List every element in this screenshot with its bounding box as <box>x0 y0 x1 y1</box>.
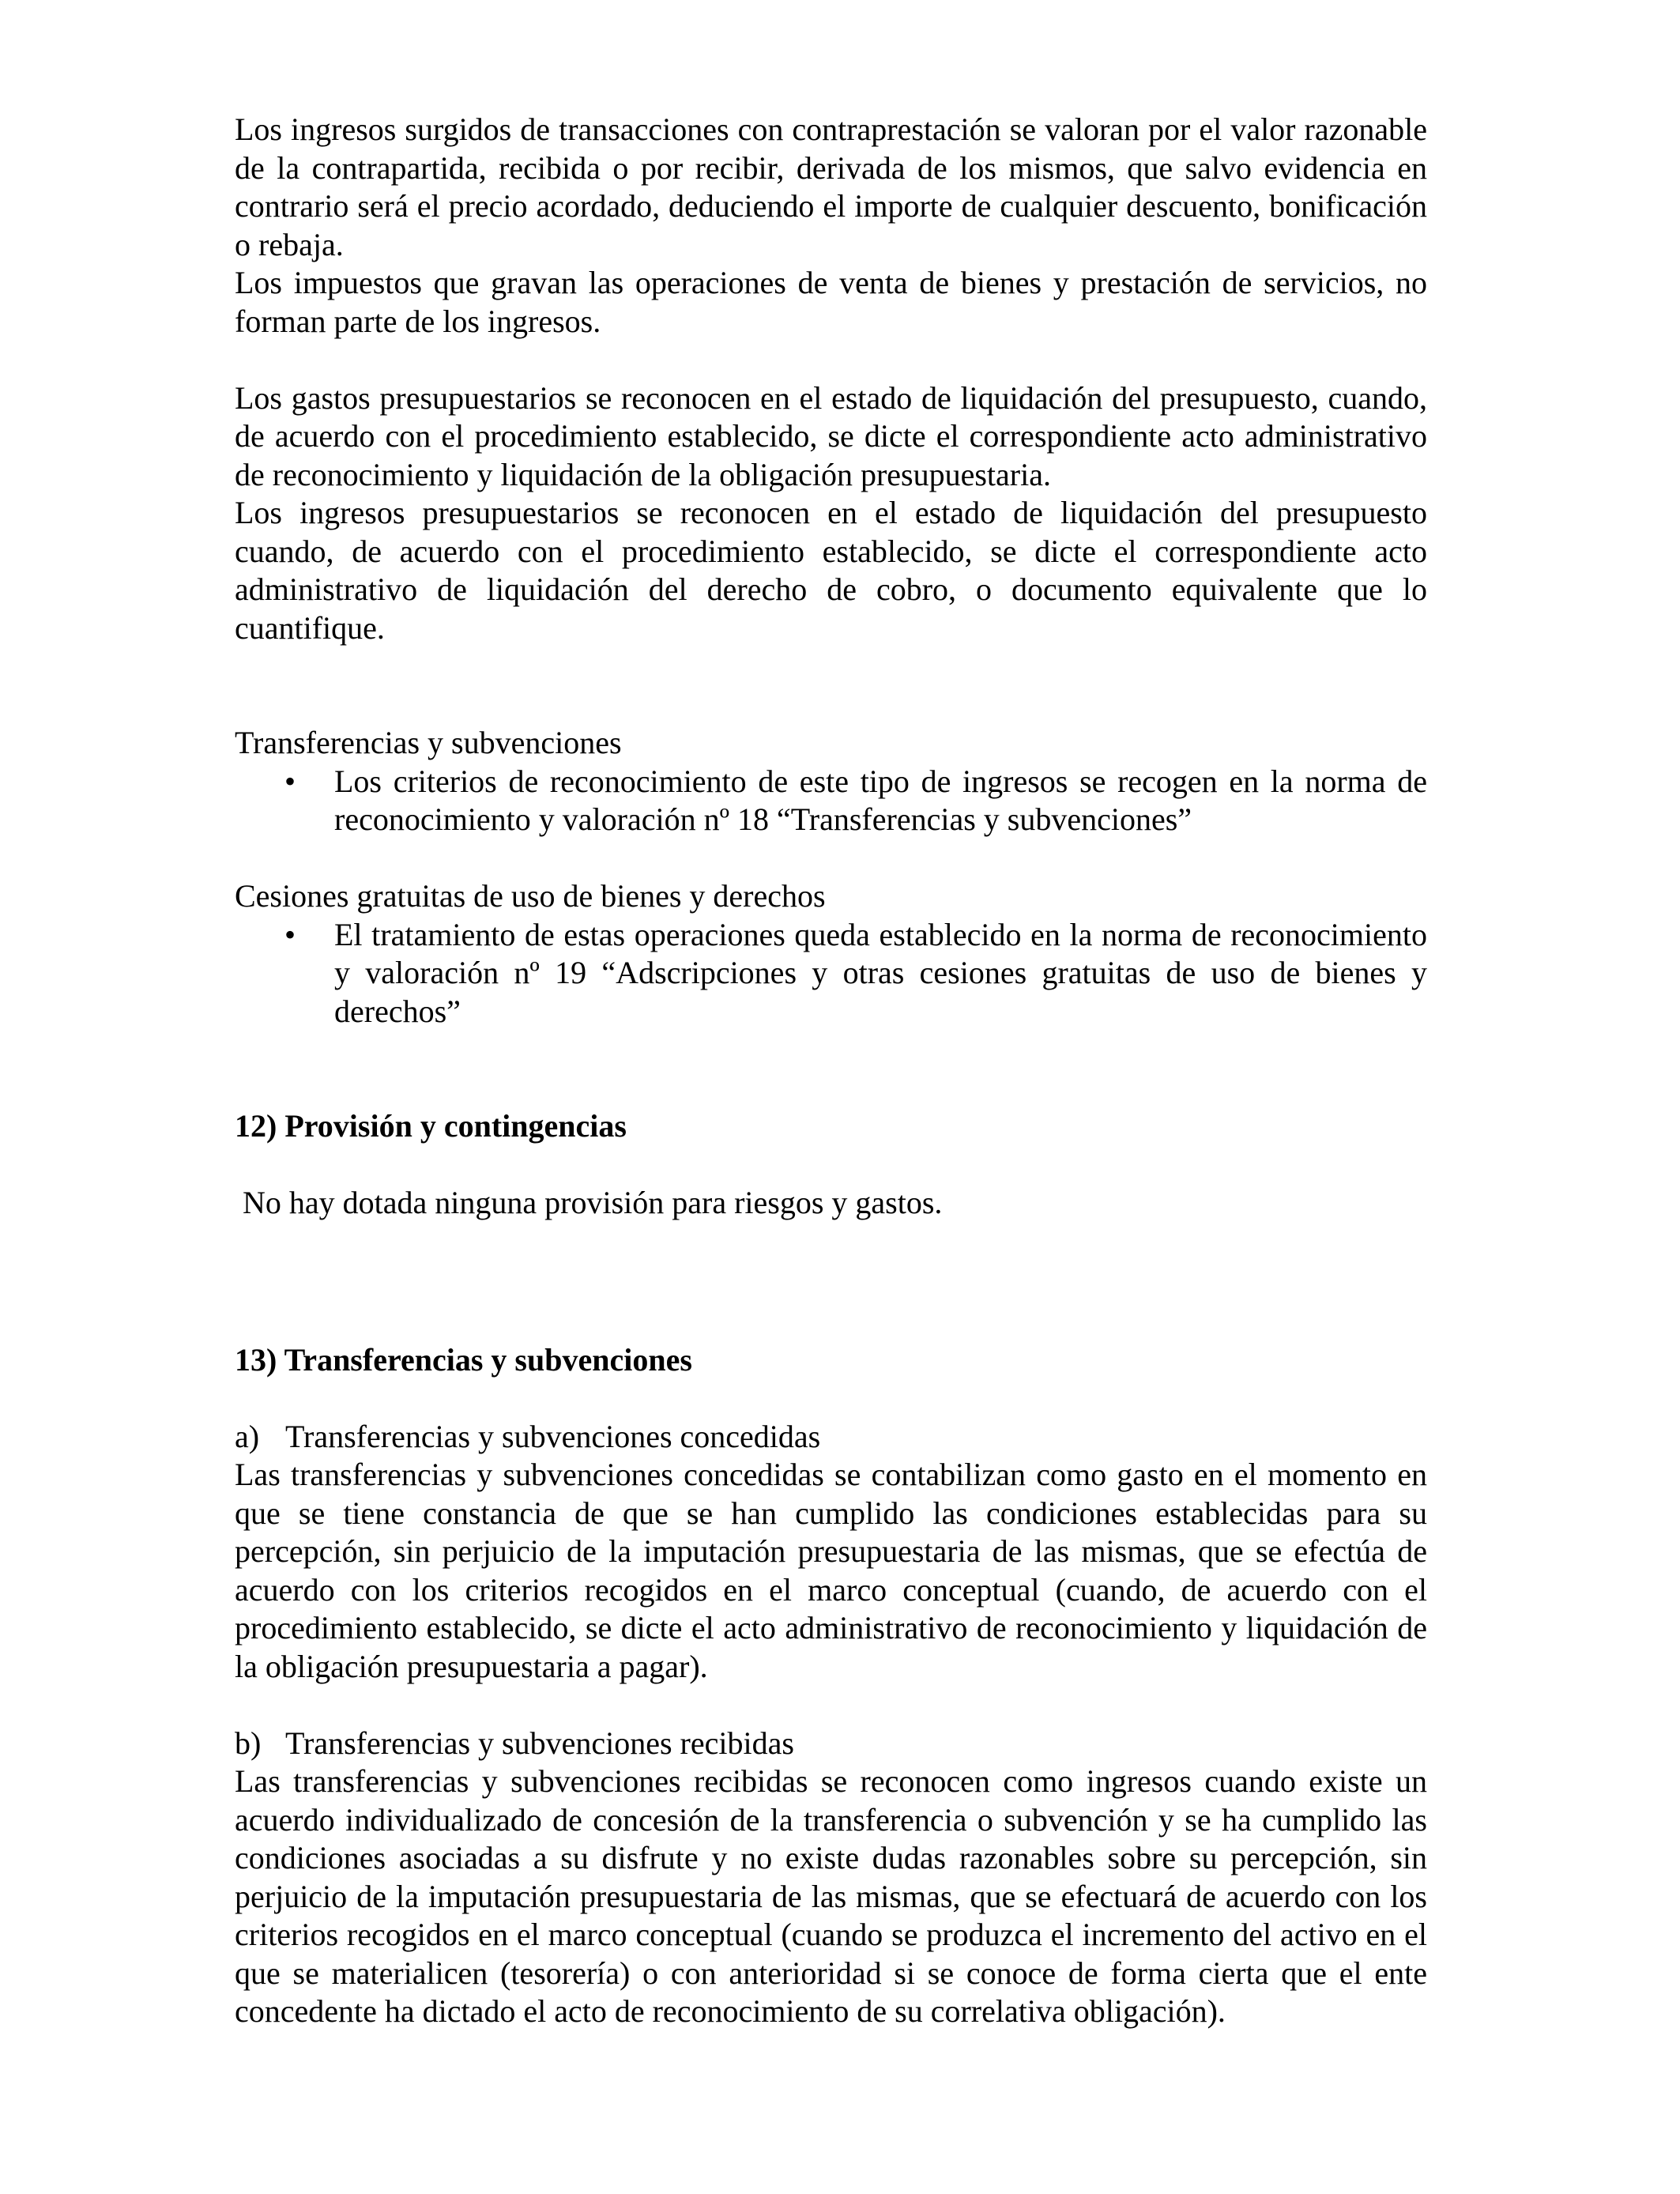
paragraph-ingresos-presupuestarios: Los ingresos presupuestarios se reconocen en el estado de liquidación del presupuesto cuando, de acuerdo con el procedimiento establecido, se dicte el correspondiente acto administrativo de liquidación del derecho de cobro, o documento equivalente que lo cuantifique. <box>235 495 1427 646</box>
paragraph-ingresos-valoracion: Los ingresos surgidos de transacciones con contraprestación se valoran por el valor razonable de la contrapartida, recibida o por recibir, derivada de los mismos, que salvo evidencia en contrario será el precio acordado, deduciendo el importe de cualquier descuento, bonificación o rebaja. <box>235 111 1427 262</box>
bullet-icon: • <box>284 916 296 952</box>
spacer <box>235 1379 1427 1418</box>
subsection-a-label: a) <box>235 1418 260 1454</box>
spacer <box>235 1223 1427 1341</box>
cesiones-list <box>235 916 1427 1031</box>
spacer <box>235 1686 1427 1725</box>
paragraph-gastos-presupuestarios: Los gastos presupuestarios se reconocen en el estado de liquidación del presupuesto, cuando, de acuerdo con el procedimiento establecido, se dicte el correspondiente acto administrativo de reconocimiento y liquidación de la obligación presupuestaria. <box>235 379 1427 492</box>
subsection-b-title <box>235 1725 1427 1763</box>
subsection-a-title-text: Transferencias y subvenciones concedidas <box>285 1418 821 1454</box>
spacer <box>235 341 1427 379</box>
transferencias-list <box>235 763 1427 839</box>
spacer <box>235 839 1427 878</box>
subsection-b-text: Las transferencias y subvenciones recibidas se reconocen como ingresos cuando existe un acuerdo individualizado de concesión de la transferencia o subvención y se ha cumplido las condiciones asociadas a su disfrute y no existe dudas razonables sobre su percepción, sin perjuicio de la imputación presupuestaria de las mismas, que se efectuará de acuerdo con los criterios recogidos en el marco conceptual (cuando se produzca el incremento del activo en el que se materialicen (tesorería) o con anterioridad si se conoce de forma cierta que el ente concedente ha dictado el acto de reconocimiento de su correlativa obligación). <box>235 1763 1427 2029</box>
bullet-icon: • <box>284 763 296 799</box>
spacer <box>235 1031 1427 1107</box>
document-page <box>235 111 1427 2031</box>
list-item <box>235 763 1427 839</box>
subsection-a-title <box>235 1418 1427 1457</box>
subsection-b-title-text: Transferencias y subvenciones recibidas <box>285 1725 794 1761</box>
section-12-text: No hay dotada ninguna provisión para riesgos y gastos. <box>243 1185 943 1220</box>
list-item <box>235 916 1427 1031</box>
section-12-heading: 12) Provisión y contingencias <box>235 1108 627 1144</box>
subsection-a-text: Las transferencias y subvenciones concedidas se contabilizan como gasto en el momento en que se tiene constancia de que se han cumplido las condiciones establecidas para su percepción, sin perjuicio de la imputación presupuestaria de las mismas, que se efectúa de acuerdo con los criterios recogidos en el marco conceptual (cuando, de acuerdo con el procedimiento establecido, se dicte el acto administrativo de reconocimiento y liquidación de la obligación presupuestaria a pagar). <box>235 1457 1427 1684</box>
transferencias-title: Transferencias y subvenciones <box>235 725 622 760</box>
cesiones-title: Cesiones gratuitas de uso de bienes y derechos <box>235 878 826 914</box>
section-13-heading: 13) Transferencias y subvenciones <box>235 1341 692 1378</box>
transferencias-bullet-text: Los criterios de reconocimiento de este tipo de ingresos se recogen en la norma de reconocimiento y valoración nº 18 “Transferencias y subvenciones” <box>334 763 1427 837</box>
spacer <box>235 1146 1427 1185</box>
paragraph-impuestos: Los impuestos que gravan las operaciones de venta de bienes y prestación de servicios, no forman parte de los ingresos. <box>235 265 1427 339</box>
cesiones-bullet-text: El tratamiento de estas operaciones queda establecido en la norma de reconocimiento y valoración nº 19 “Adscripciones y otras cesiones gratuitas de uso de bienes y derechos” <box>334 916 1427 1029</box>
subsection-b-label: b) <box>235 1725 262 1761</box>
spacer <box>235 647 1427 724</box>
